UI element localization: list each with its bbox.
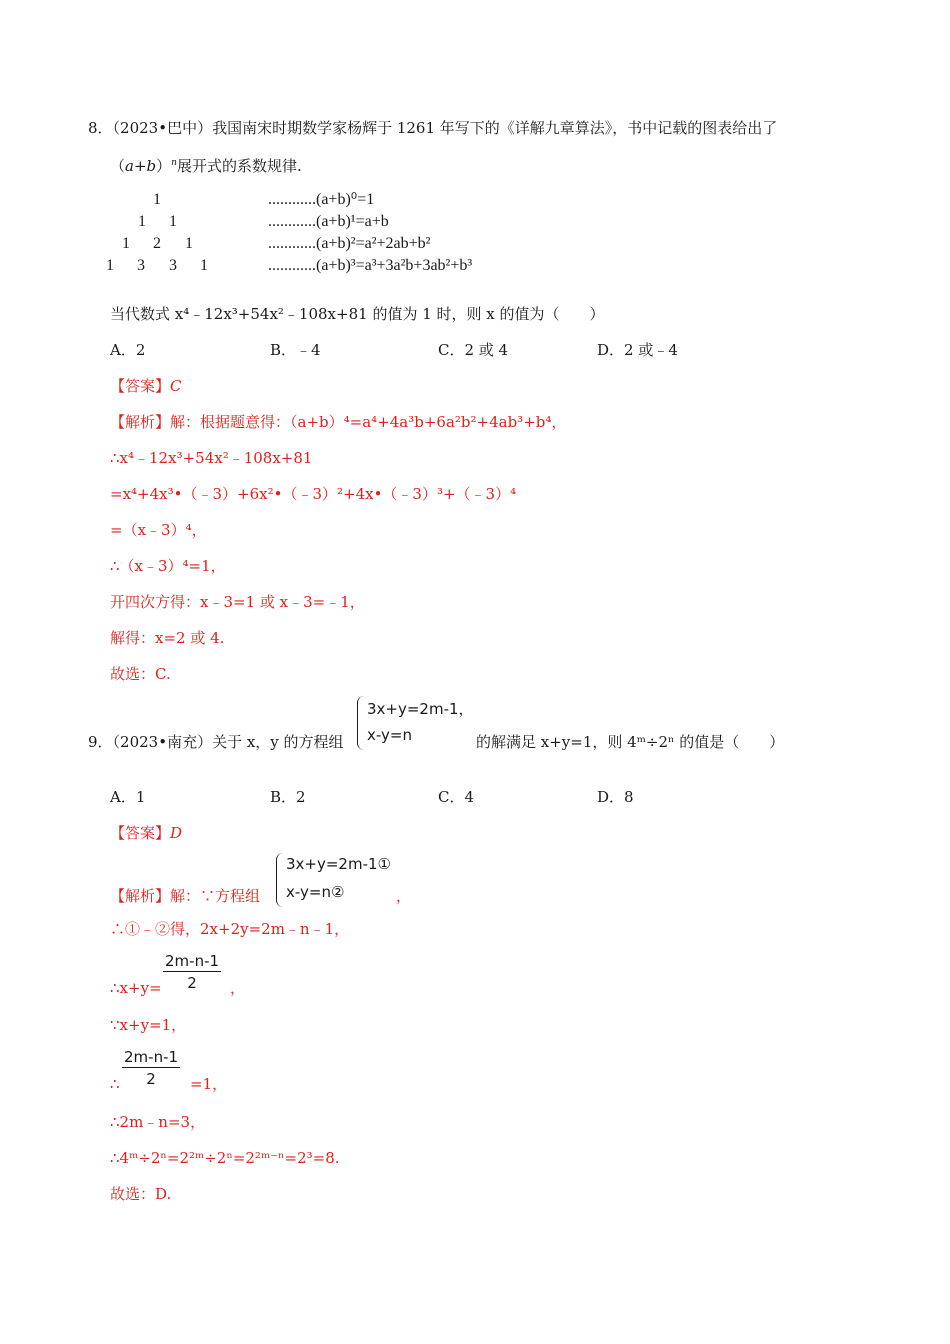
q9-stem (88, 732, 344, 752)
q9-line-xy-pre: ∴x+y= (110, 979, 162, 997)
q8-option-a: A．2 (110, 341, 146, 359)
q8-answer-label: 【答案】 (110, 377, 171, 395)
pt-r2-1: 2 (153, 235, 161, 252)
pt-r3-3: 1 (200, 257, 208, 274)
q9-line-eq1-tail: =1， (190, 1075, 228, 1093)
q8-stem-line2 (110, 156, 302, 176)
expansion-2: ............(a+b)²=a²+2ab+b² (268, 235, 431, 252)
q8-stem-tail: 展开式的系数规律. (176, 157, 302, 175)
pt-r2-2: 1 (185, 235, 193, 252)
q8-paren-close: ） (156, 157, 172, 175)
q9-line-xy-tail: ， (230, 979, 246, 997)
q8-question: 当代数式 x⁴﹣12x³+54x²﹣108x+81 的值为 1 时，则 x 的值为（ ） (110, 305, 605, 323)
q9-stem-post: 的解满足 x+y=1，则 4ᵐ÷2ⁿ 的值是（ ） (476, 733, 785, 751)
q8-paren-open: （ (110, 157, 126, 175)
q8-analysis-line-4: ∴（x﹣3）⁴=1， (110, 557, 226, 575)
q8-answer-value: C (170, 377, 182, 395)
q9-analysis-label: 【解析】 (110, 887, 171, 905)
q8-number: 8． (88, 119, 113, 137)
q9-fraction-2 (122, 1048, 180, 1088)
q8-analysis-text-0: 解：根据题意得：（a+b）⁴=a⁴+4a³b+6a²b²+4ab³+b⁴， (170, 413, 567, 431)
expansion-3: ............(a+b)³=a³+3a²b+3ab²+b³ (268, 257, 473, 274)
q8-analysis-line-6: 解得：x=2 或 4. (110, 629, 225, 647)
q9-system-eq1: 3x+y=2m-1， (367, 700, 474, 718)
q8-stem-line1 (88, 118, 777, 138)
q8-analysis-line-2: =x⁴+4x³•（﹣3）+6x²•（﹣3）²+4x•（﹣3）³+（﹣3）⁴ (110, 485, 517, 503)
q9-option-d: D．8 (597, 788, 634, 806)
q9-equation-system (357, 696, 477, 750)
q9-analysis-intro (110, 886, 260, 906)
q9-line-final: ∴4ᵐ÷2ⁿ=2²ᵐ÷2ⁿ=2²ᵐ⁻ⁿ=2³=8. (110, 1149, 340, 1167)
pt-r3-2: 3 (169, 257, 177, 274)
q9-answer (110, 823, 182, 843)
q9-analysis-system (276, 853, 406, 907)
q9-stem-pre: （2023•南充）关于 x，y 的方程组 (112, 733, 344, 751)
q9-analysis-eq1: 3x+y=2m-1① (286, 855, 391, 873)
q9-answer-label: 【答案】 (110, 824, 171, 842)
q9-answer-value: D (170, 824, 183, 842)
expansion-1: ............(a+b)¹=a+b (268, 213, 389, 230)
q8-stem-text: （2023•巴中）我国南宋时期数学家杨辉于 1261 年写下的《详解九章算法》，书中记载的图表给出了 (112, 119, 778, 137)
pt-r1-0: 1 (138, 213, 146, 230)
q9-analysis-eq2: x-y=n② (286, 883, 345, 901)
fraction-numerator: 2m-n-1 (165, 952, 220, 970)
q9-fraction-1 (163, 952, 221, 992)
q9-line-therefore: ∴ (110, 1075, 120, 1093)
q8-analysis-line-3: =（x﹣3）⁴， (110, 521, 207, 539)
q9-number: 9． (88, 733, 113, 751)
q8-analysis-line-5: 开四次方得：x﹣3=1 或 x﹣3=﹣1， (110, 593, 365, 611)
q9-option-a: A．1 (110, 788, 146, 806)
q8-analysis-line-7: 故选：C. (110, 665, 171, 683)
q8-analysis-label: 【解析】 (110, 413, 171, 431)
q9-line-subtract: ∴①﹣②得，2x+2y=2m﹣n﹣1， (110, 920, 350, 938)
pt-r3-1: 3 (137, 257, 145, 274)
fraction-denominator: 2 (187, 974, 197, 992)
pt-r3-0: 1 (106, 257, 114, 274)
q8-option-d: D．2 或﹣4 (597, 341, 678, 359)
pt-r0: 1 (153, 191, 161, 208)
expansion-0: ............(a+b)⁰=1 (268, 191, 375, 208)
q9-analysis-intro-text: 解：∵方程组 (170, 887, 261, 905)
q8-exponent-n: n (171, 158, 177, 168)
q8-analysis-line-1: ∴x⁴﹣12x³+54x²﹣108x+81 (110, 449, 313, 467)
q8-option-b: B．﹣4 (270, 341, 321, 359)
fraction-denominator: 2 (146, 1070, 156, 1088)
left-brace-icon (276, 853, 284, 907)
q9-option-b: B．2 (270, 788, 306, 806)
fraction-numerator: 2m-n-1 (124, 1048, 179, 1066)
pt-r1-1: 1 (169, 213, 177, 230)
q9-line-2mn: ∴2m﹣n=3， (110, 1113, 206, 1131)
q9-analysis-system-tail: ， (396, 887, 412, 905)
q9-option-c: C．4 (438, 788, 475, 806)
pt-r2-0: 1 (122, 235, 130, 252)
q9-system-eq2: x-y=n (367, 726, 412, 744)
left-brace-icon (357, 696, 365, 750)
q8-option-c: C．2 或 4 (438, 341, 509, 359)
q8-analysis-line-0 (110, 412, 566, 432)
q9-line-given: ∵x+y=1， (110, 1016, 187, 1034)
q8-answer (110, 376, 182, 396)
q8-ab: a+b (125, 157, 157, 175)
q9-line-choose: 故选：D. (110, 1185, 172, 1203)
